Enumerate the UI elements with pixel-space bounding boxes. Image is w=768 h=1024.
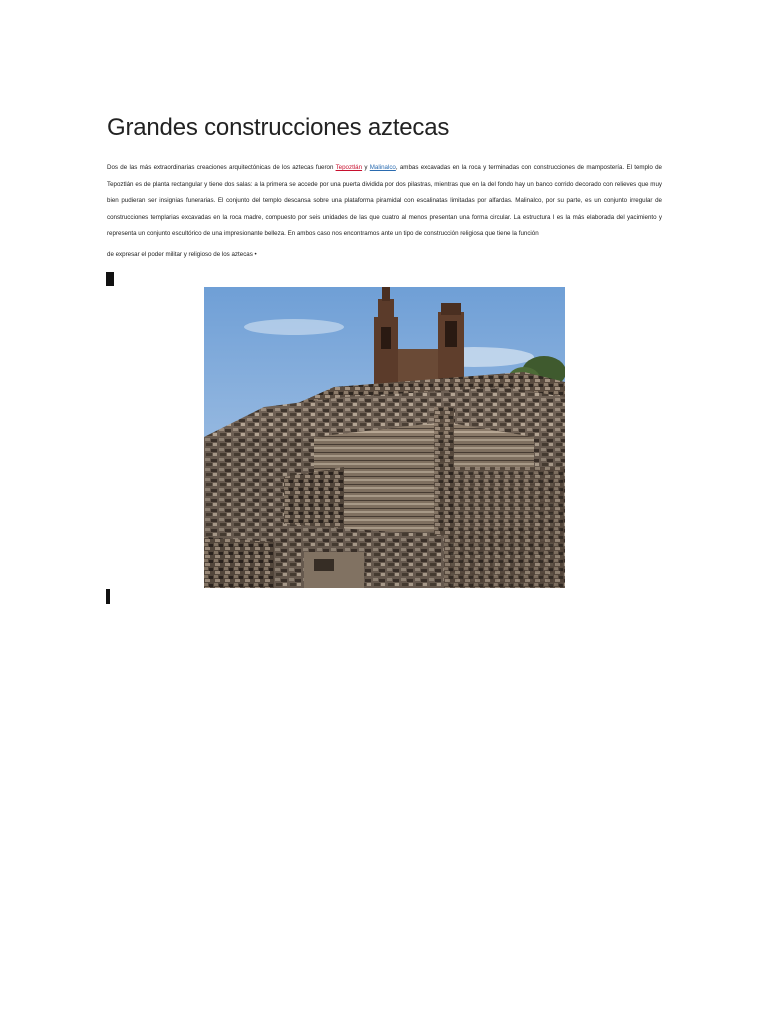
paragraph-text-3: , ambas excavadas en la roca y terminadas con construcciones de mampostería. El templo de Tepoztlán es de planta rectangular y tiene dos salas: a la primera se accede por una puerta dividida por dos pilastras, mientras que en la del fondo hay un banco corrido decorado con relieves que muy bien pudieran ser insignias funerarias. El conjunto del templo descansa sobre una plataforma piramidal con escalinatas limitadas por alfardas. Malinalco, por su parte, es un conjunto irregular de construcciones templarias excavadas en la roca madre, compuesto por seis unidades de las que cuatro al menos presentan una forma circular. La estructura I es la más elaborada del yacimiento y representa un conjunto escultórico de una impresionante belleza. En ambos caso nos encontramos ante un tipo de construcción religiosa que tiene la función <box>107 164 662 238</box>
page-title: Grandes construcciones aztecas <box>107 114 450 141</box>
malinalco-link[interactable]: Malinalco <box>369 164 396 171</box>
paragraph-last-line: de expresar el poder militar y religioso de los aztecas • <box>107 250 257 258</box>
paragraph-text-1: Dos de las más extraordinarias creaciones arquitectónicas de los aztecas fueron <box>107 164 336 171</box>
paragraph-text-2: y <box>362 164 370 171</box>
block-marker-bottom <box>106 589 110 604</box>
block-marker-top <box>106 272 114 286</box>
tepoztlan-link[interactable]: Tepoztlán <box>335 164 363 171</box>
body-paragraph <box>107 160 662 264</box>
temple-photo <box>204 287 565 588</box>
